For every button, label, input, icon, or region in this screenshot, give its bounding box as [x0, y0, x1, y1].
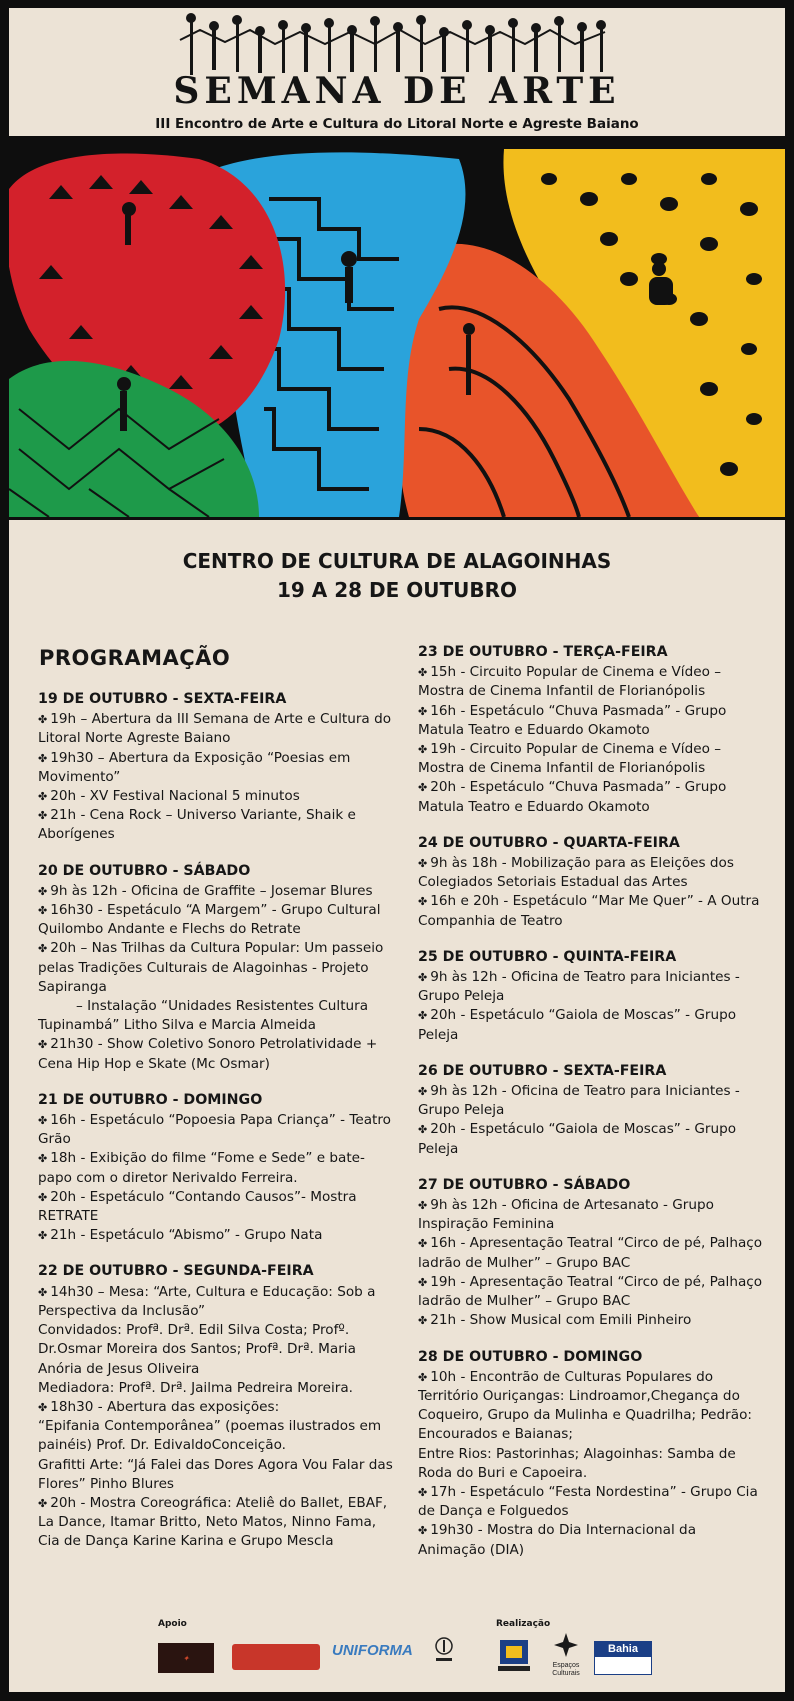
- event-logo-title: SEMANA DE ARTE: [173, 70, 621, 112]
- event-text: Mediadora: Profª. Drª. Jailma Pedreira Moreira.: [38, 1379, 353, 1396]
- program-event: [418, 1120, 763, 1158]
- event-text: 9h às 12h - Oficina de Teatro para Iniciantes - Grupo Peleja: [418, 1083, 740, 1119]
- event-text: 19h - Apresentação Teatral “Circo de pé, Palhaço ladrão de Mulher” – Grupo BAC: [418, 1273, 763, 1310]
- program-event: [38, 1111, 395, 1149]
- program-event: [38, 997, 395, 1035]
- bullet-icon: ✤: [38, 1400, 48, 1414]
- event-text: 19h - Circuito Popular de Cinema e Vídeo – Mostra de Cinema Infantil de Florianópolis: [418, 741, 722, 777]
- program-event: [418, 1368, 763, 1445]
- event-subtitle: III Encontro de Arte e Cultura do Litoral Norte e Agreste Baiano: [155, 116, 639, 132]
- bullet-icon: ✤: [38, 904, 48, 918]
- event-text: 20h - Espetáculo “Gaiola de Moscas” - Grupo Peleja: [418, 1121, 737, 1157]
- event-text: 16h30 - Espetáculo “A Margem” - Grupo Cultural Quilombo Andante e Flechs do Retrate: [38, 902, 381, 938]
- program-event: [418, 1196, 763, 1234]
- sponsor-logo-4: [432, 1636, 456, 1666]
- event-text: 9h às 12h - Oficina de Graffite – Josemar Blures: [50, 882, 373, 899]
- bullet-icon: ✤: [418, 971, 428, 985]
- venue-name: CENTRO DE CULTURA DE ALAGOINHAS: [182, 549, 612, 573]
- event-text: 19h30 – Abertura da Exposição “Poesias em Movimento”: [38, 749, 351, 785]
- event-text: – Instalação “Unidades Resistentes Cultura Tupinambá” Litho Silva e Marcia Almeida: [38, 998, 369, 1034]
- program-event: [38, 882, 395, 901]
- bullet-icon: ✤: [418, 1314, 428, 1328]
- program-event: [38, 787, 395, 806]
- program-event: [418, 1483, 763, 1521]
- program-event: [38, 1321, 395, 1379]
- bullet-icon: ✤: [418, 1009, 428, 1023]
- program-event: [38, 1417, 395, 1455]
- program-day: [418, 643, 763, 817]
- program-event: [38, 1035, 395, 1073]
- bullet-icon: ✤: [418, 781, 428, 795]
- event-text: Grafitti Arte: “Já Falei das Dores Agora Vou Falar das Flores” Pinho Blures: [38, 1456, 393, 1492]
- event-text: 20h - Espetáculo “Contando Causos”- Mostra RETRATE: [38, 1188, 357, 1225]
- event-text: 19h – Abertura da III Semana de Arte e Cultura do Litoral Norte Agreste Baiano: [38, 711, 392, 747]
- event-text: 21h - Show Musical com Emili Pinheiro: [430, 1312, 692, 1329]
- event-text: 15h - Circuito Popular de Cinema e Vídeo – Mostra de Cinema Infantil de Florianópolis: [418, 664, 722, 700]
- program-event: [418, 1006, 763, 1044]
- program-day: [418, 834, 763, 931]
- program-day: [418, 1176, 763, 1331]
- espacos-culturais-text: Espaços Culturais: [552, 1662, 580, 1677]
- bullet-icon: ✤: [418, 1485, 428, 1499]
- program-event: [418, 663, 763, 701]
- day-title: 24 DE OUTUBRO - QUARTA-FEIRA: [418, 834, 680, 851]
- bahia-logo-text: Bahia: [595, 1642, 651, 1657]
- event-text: Convidados: Profª. Drª. Edil Silva Costa; Profº. Dr.Osmar Moreira dos Santos; Profª. Drª. Maria Anória de Jesus Oliveira: [38, 1322, 356, 1377]
- sponsor-logo-1-mark: ✦: [182, 1654, 190, 1663]
- program-day: [38, 862, 395, 1074]
- day-title: 25 DE OUTUBRO - QUINTA-FEIRA: [418, 948, 677, 965]
- program-event: [418, 1521, 763, 1559]
- event-text: 18h30 - Abertura das exposições:: [50, 1398, 280, 1415]
- bullet-icon: ✤: [38, 790, 48, 804]
- event-text: 16h e 20h - Espetáculo “Mar Me Quer” - A Outra Companhia de Teatro: [418, 893, 760, 929]
- program-left-column: [38, 690, 395, 1569]
- day-title: 20 DE OUTUBRO - SÁBADO: [38, 862, 251, 879]
- program-title: PROGRAMAÇÃO: [39, 646, 231, 670]
- bullet-icon: ✤: [418, 743, 428, 757]
- espacos-culturais-logo: [546, 1632, 586, 1676]
- program-day: [418, 948, 763, 1045]
- event-text: 16h - Espetáculo “Popoesia Papa Criança” - Teatro Grão: [38, 1112, 391, 1148]
- program-day: [38, 1091, 395, 1246]
- program-day: [418, 1348, 763, 1560]
- program-event: [418, 702, 763, 740]
- event-text: 21h - Cena Rock – Universo Variante, Shaik e Aborígenes: [38, 807, 356, 843]
- sponsor-logo-1: [158, 1643, 214, 1673]
- program-day: [418, 1062, 763, 1159]
- bullet-icon: ✤: [38, 942, 48, 956]
- uniforma-logo: [332, 1640, 414, 1666]
- bullet-icon: ✤: [38, 1285, 48, 1299]
- bullet-icon: ✤: [418, 704, 428, 718]
- bullet-icon: ✤: [418, 666, 428, 680]
- program-event: [38, 710, 395, 748]
- realizacao-label: Realização: [496, 1619, 551, 1629]
- program-event: [38, 1398, 395, 1417]
- bullet-icon: ✤: [418, 1275, 428, 1289]
- event-text: 16h - Espetáculo “Chuva Pasmada” - Grupo Matula Teatro e Eduardo Okamoto: [418, 702, 727, 738]
- event-text: 20h - Mostra Coreográfica: Ateliê do Ballet, EBAF, La Dance, Itamar Britto, Neto Matos, Ninno Fama, Cia de Dança Karine Karina e Grupo Mescla: [38, 1494, 388, 1550]
- program-event: [418, 854, 763, 892]
- bullet-icon: ✤: [38, 1190, 48, 1204]
- bullet-icon: ✤: [418, 1370, 428, 1384]
- program-event: [38, 939, 395, 997]
- program-event: [418, 778, 763, 816]
- event-text: 18h - Exibição do filme “Fome e Sede” e bate-papo com o diretor Nerivaldo Ferreira.: [38, 1150, 365, 1186]
- bullet-icon: ✤: [38, 809, 48, 823]
- sponsor-logo-2: [232, 1644, 320, 1670]
- program-event: [38, 1188, 395, 1226]
- bullet-icon: ✤: [38, 884, 48, 898]
- bullet-icon: ✤: [38, 1114, 48, 1128]
- program-event: [38, 1379, 395, 1398]
- program-event: [38, 1494, 395, 1552]
- program-day: [38, 690, 395, 845]
- city-emblem-icon: [496, 1638, 532, 1674]
- bullet-icon: ✤: [38, 751, 48, 765]
- event-text: Entre Rios: Pastorinhas; Alagoinhas: Samba de Roda do Buri e Capoeira.: [418, 1445, 736, 1481]
- program-event: [38, 1149, 395, 1187]
- bullet-icon: ✤: [38, 1152, 48, 1166]
- program-event: [418, 1234, 763, 1272]
- program-event: [38, 901, 395, 939]
- event-text: 21h - Espetáculo “Abismo” - Grupo Nata: [50, 1227, 323, 1244]
- bullet-icon: ✤: [418, 1123, 428, 1137]
- program-event: [418, 740, 763, 778]
- program-event: [38, 1456, 395, 1494]
- day-title: 23 DE OUTUBRO - TERÇA-FEIRA: [418, 644, 668, 660]
- program-event: [418, 968, 763, 1006]
- event-text: 20h - XV Festival Nacional 5 minutos: [50, 788, 300, 805]
- program-day: [38, 1262, 395, 1551]
- program-event: [418, 1445, 763, 1483]
- day-title: 26 DE OUTUBRO - SEXTA-FEIRA: [418, 1062, 667, 1079]
- bullet-icon: ✤: [418, 1199, 428, 1213]
- event-text: 9h às 18h - Mobilização para as Eleições dos Colegiados Setoriais Estadual das Artes: [418, 855, 734, 891]
- event-text: 19h30 - Mostra do Dia Internacional da Animação (DIA): [418, 1522, 697, 1558]
- bullet-icon: ✤: [418, 1085, 428, 1099]
- event-text: 14h30 – Mesa: “Arte, Cultura e Educação: Sob a Perspectiva da Inclusão”: [38, 1283, 376, 1319]
- day-title: 22 DE OUTUBRO - SEGUNDA-FEIRA: [38, 1263, 314, 1280]
- program-event: [418, 1273, 763, 1311]
- day-title: 28 DE OUTUBRO - DOMINGO: [418, 1348, 643, 1365]
- day-title: 27 DE OUTUBRO - SÁBADO: [418, 1176, 631, 1193]
- event-text: 21h30 - Show Coletivo Sonoro Petrolatividade + Cena Hip Hop e Skate (Mc Osmar): [38, 1036, 378, 1072]
- bullet-icon: ✤: [418, 1524, 428, 1538]
- event-text: 20h – Nas Trilhas da Cultura Popular: Um passeio pelas Tradições Culturais de Alagoinhas - Projeto Sapiranga: [38, 940, 384, 995]
- event-text: “Epifania Contemporânea” (poemas ilustrados em painéis) Prof. Dr. EdivaldoConceição.: [38, 1418, 382, 1454]
- day-title: 19 DE OUTUBRO - SEXTA-FEIRA: [38, 691, 287, 707]
- bullet-icon: ✤: [38, 1038, 48, 1052]
- apoio-label: Apoio: [158, 1619, 187, 1629]
- event-text: 20h - Espetáculo “Chuva Pasmada” - Grupo Matula Teatro e Eduardo Okamoto: [418, 779, 727, 815]
- program-event: [38, 806, 395, 844]
- bullet-icon: ✤: [418, 857, 428, 871]
- alagoinhas-logo: [496, 1638, 532, 1674]
- program-event: [418, 1311, 763, 1330]
- event-text: 17h - Espetáculo “Festa Nordestina” - Grupo Cia de Dança e Folguedos: [418, 1483, 758, 1520]
- uniforma-logo-text: UNIFORMA: [332, 1642, 413, 1659]
- program-event: [418, 1082, 763, 1120]
- venue-heading: [0, 547, 794, 605]
- event-text: 9h às 12h - Oficina de Artesanato - Grupo Inspiração Feminina: [418, 1197, 714, 1233]
- artwork-banner: [9, 149, 785, 517]
- dancer-icon: [432, 1636, 456, 1666]
- event-text: 9h às 12h - Oficina de Teatro para Iniciantes - Grupo Peleja: [418, 969, 740, 1005]
- program-right-column: [418, 643, 763, 1577]
- event-text: 10h - Encontrão de Culturas Populares do Território Ouriçangas: Lindroamor,Chegança do Coqueiro, Grupo da Mulinha e Quadrilha; Pedrão: Encourados e Baianas;: [418, 1368, 752, 1443]
- program-event: [418, 892, 763, 930]
- dancers-illustration: [0, 0, 794, 80]
- program-event: [38, 1226, 395, 1245]
- star-icon: [553, 1632, 579, 1658]
- bahia-gov-logo: [594, 1641, 652, 1675]
- event-text: 16h - Apresentação Teatral “Circo de pé, Palhaço ladrão de Mulher” – Grupo BAC: [418, 1235, 763, 1271]
- program-event: [38, 749, 395, 787]
- day-title: 21 DE OUTUBRO - DOMINGO: [38, 1091, 263, 1108]
- bullet-icon: ✤: [418, 1237, 428, 1251]
- bullet-icon: ✤: [38, 1496, 48, 1510]
- bullet-icon: ✤: [38, 1229, 48, 1243]
- bullet-icon: ✤: [418, 895, 428, 909]
- bullet-icon: ✤: [38, 713, 48, 727]
- event-text: 20h - Espetáculo “Gaiola de Moscas” - Grupo Peleja: [418, 1007, 737, 1043]
- venue-dates: 19 A 28 DE OUTUBRO: [276, 578, 518, 602]
- program-event: [38, 1283, 395, 1321]
